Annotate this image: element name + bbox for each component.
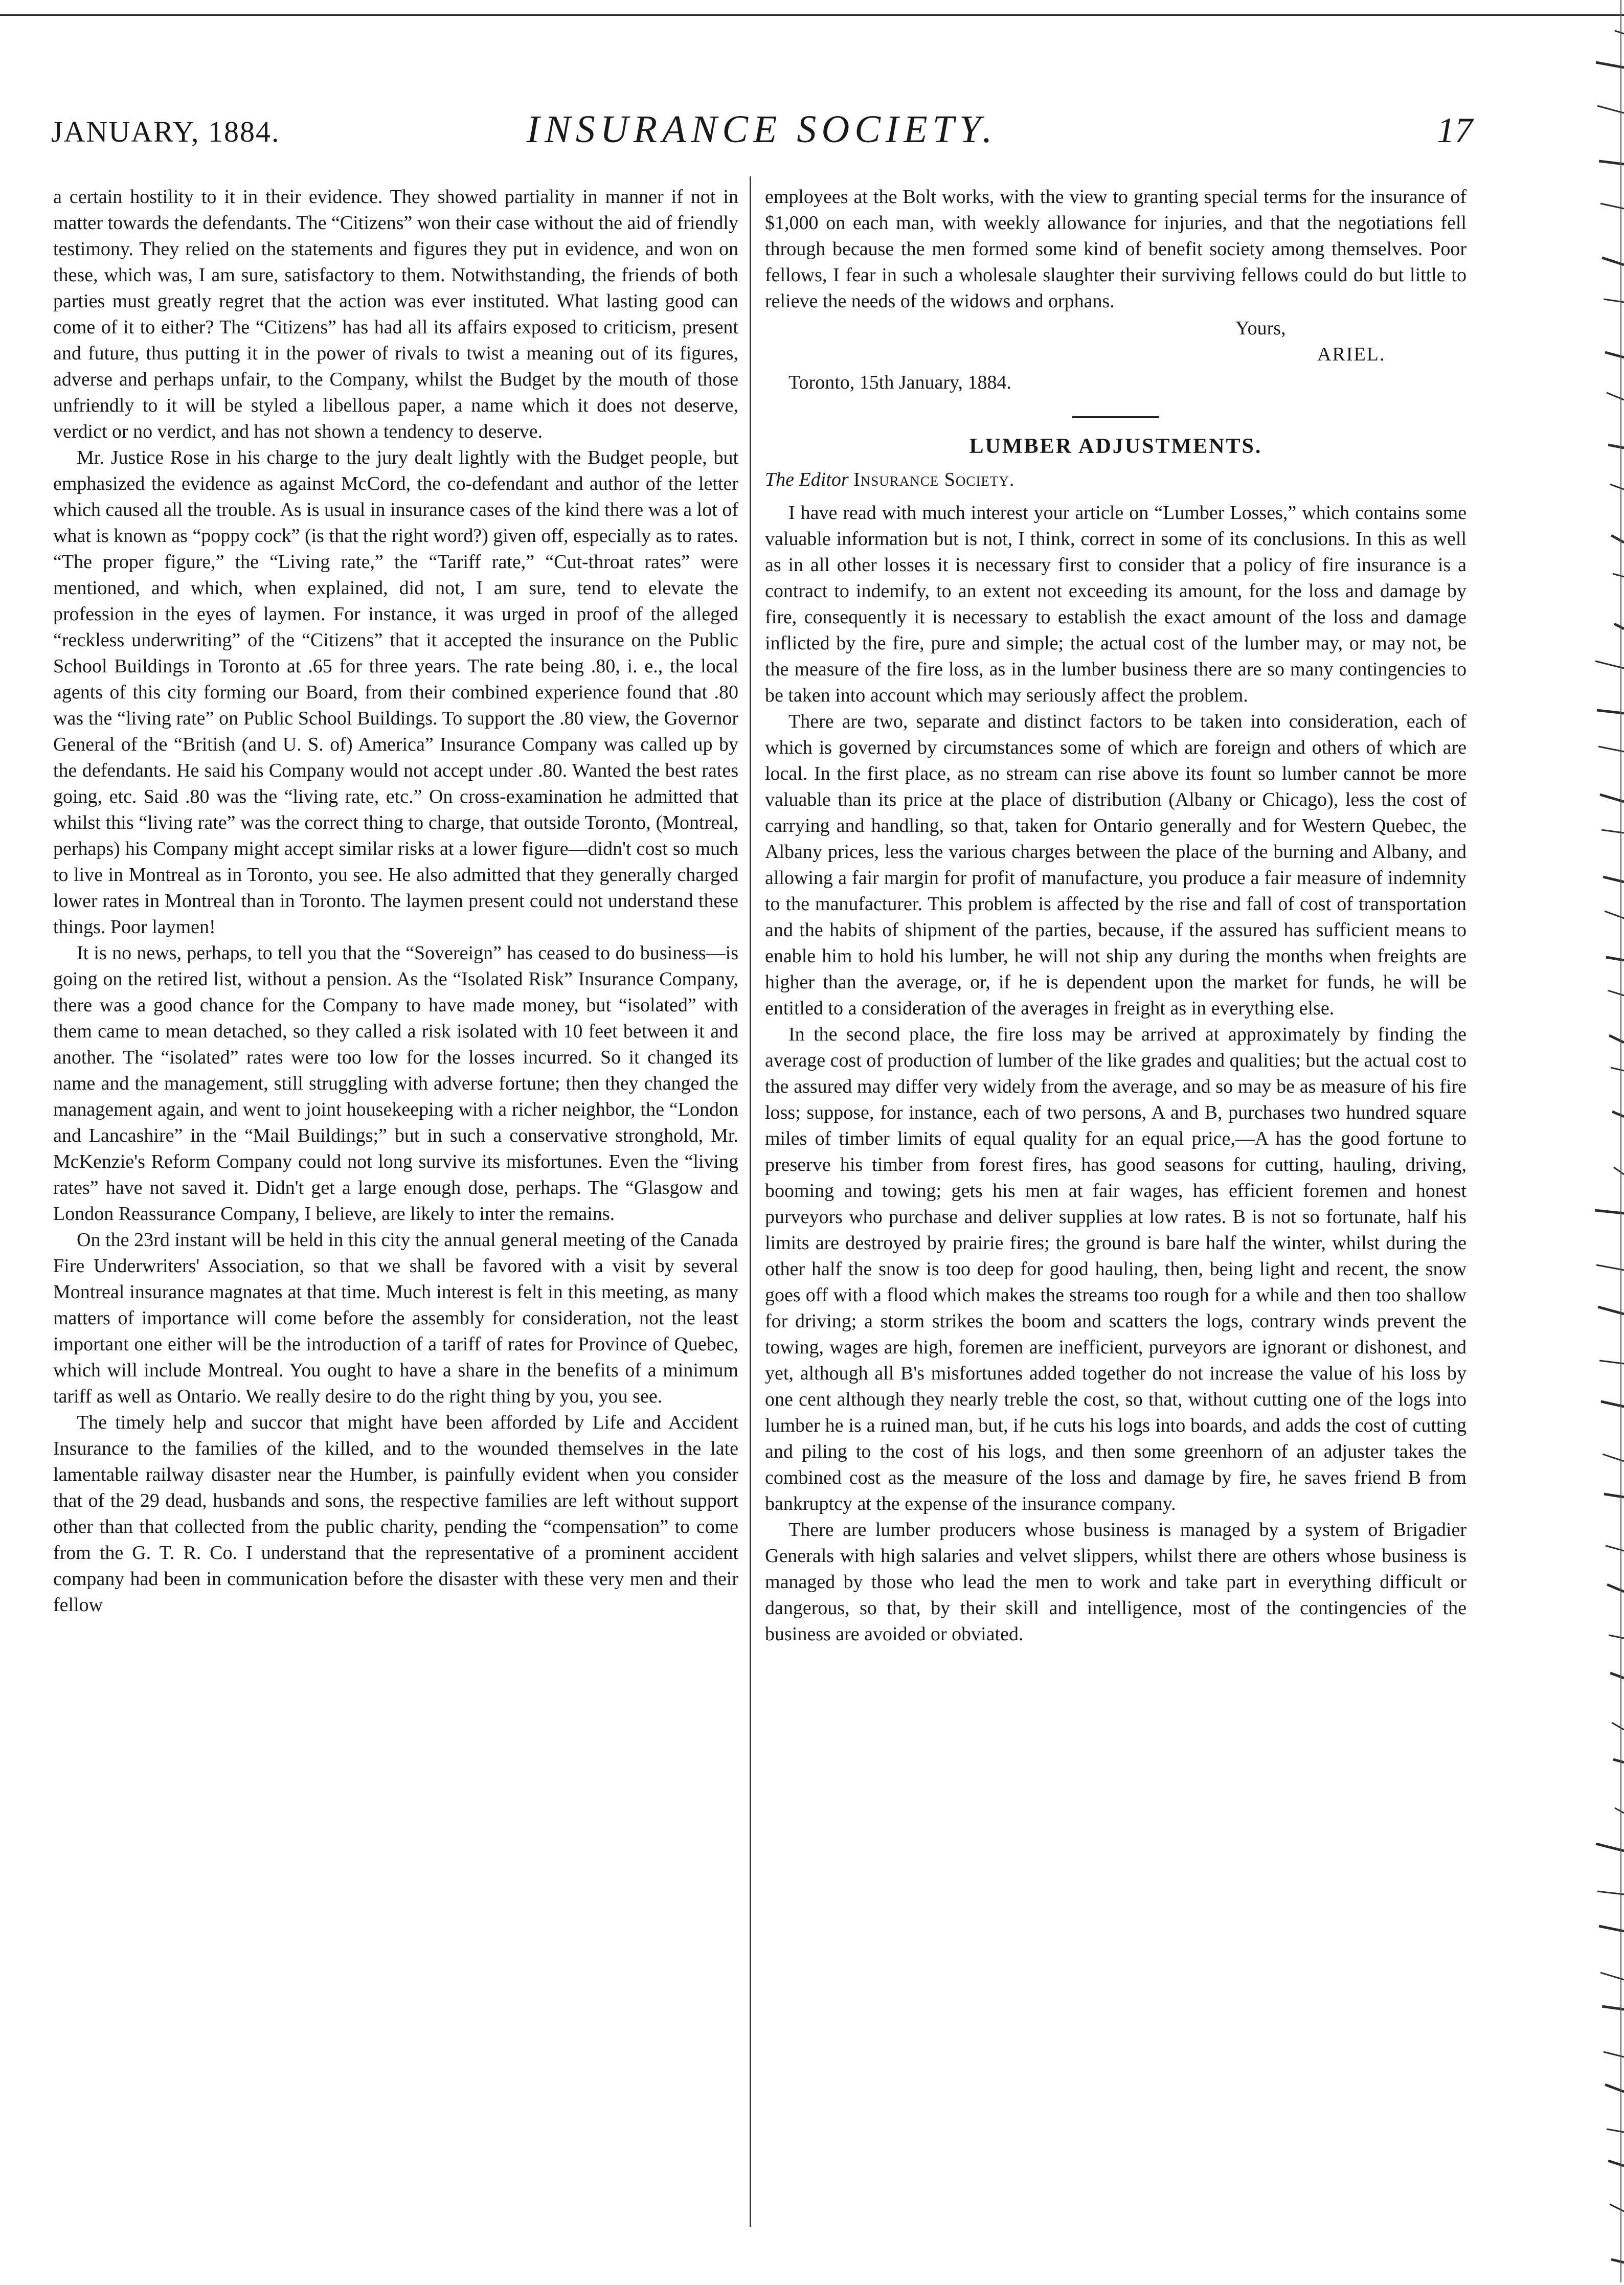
letter-signature: ARIEL. xyxy=(1317,344,1386,365)
edge-stitch-mark xyxy=(1614,624,1624,629)
section-title: LUMBER ADJUSTMENTS. xyxy=(969,435,1262,458)
edge-stitch-mark xyxy=(1611,2259,1624,2263)
edge-stitch-mark xyxy=(1614,1167,1624,1174)
letter-continuation: employees at the Bolt works, with the view to granting special terms for the insurance of $1,000 on each man, with weekly allowance for injuries, and that the negotiations fell through because the men formed some kind of benefit society among themselves. Poor fellows, I fear in such a wholesale slaughter their surviving fellows could do but little to relieve the needs of the widows and orphans. xyxy=(765,186,1467,312)
edge-stitch-mark xyxy=(1595,661,1624,668)
edge-stitch-mark xyxy=(1611,535,1624,542)
letter-addressee xyxy=(765,467,1467,493)
edge-stitch-mark xyxy=(1607,1585,1624,1592)
article-paragraph: The timely help and succor that might have been afforded by Life and Accident Insurance to the families of the killed, and to the wounded themselves in the late lamentable railway disaster near the Humber, is painfully evident when you consider that of the 29 dead, husbands and sons, the respective families are left without support other than that collected from the public charity, pending the “compensation” to come from the G. T. R. Co. I understand that the representative of a prominent accident company had been in communication before the disaster with these very men and their fellow xyxy=(53,1412,738,1616)
edge-stitch-mark xyxy=(1608,445,1624,448)
edge-stitch-mark xyxy=(1611,1068,1624,1071)
edge-stitch-mark xyxy=(1597,1891,1624,1894)
edge-stitch-mark xyxy=(1598,746,1624,752)
edge-stitch-mark xyxy=(1597,710,1624,713)
right-column xyxy=(765,184,1467,2239)
top-page-rule xyxy=(0,14,1624,16)
edge-stitch-mark xyxy=(1610,2204,1624,2211)
edge-stitch-mark xyxy=(1600,795,1624,802)
edge-stitch-mark xyxy=(1610,1673,1624,1678)
article-paragraph: In the second place, the fire loss may be arrived at approximately by finding the average cost of production of lumber of the like grades and qualities; but the actual cost to the assured may differ very widely from the average, and so may be as measure of his fire loss; suppose, for instance, each of two persons, A and B, purchases two hundred square miles of timber limits of equal quality for an equal price,—A has the good fortune to preserve his timber from forest fires, has good seasons for cutting, hauling, driving, booming and towing; gets his men at fair wages, has efficient foremen and honest purveyors who purchase and deliver supplies at low rates. B is not so fortunate, half his limits are destroyed by prairie fires; the ground is bare half the winter, whilst during the other half the snow is too deep for good hauling, then, being light and recent, the snow goes off with a flood which makes the streams too rough for a while and then too shallow for driving; a storm strikes the boom and scatters the logs, contrary winds prevent the towing, wages are high, foremen are inefficient, purveyors are ignorant or dishonest, and yet, although all B's misfortunes added together do not increase the value of his loss by one cent although they nearly treble the cost, so that, without cutting one of the logs into lumber he is a ruined man, but, if he cuts his logs into boards, and adds the cost of cutting and piling to the cost of his logs, and then some greenhorn of an adjuster takes the combined cost as the measure of the loss and damage by fire, he saves friend B from bankruptcy at the expense of the insurance company. xyxy=(765,1024,1467,1514)
edge-stitch-mark xyxy=(1599,1361,1624,1364)
article-paragraph: It is no news, perhaps, to tell you that the “Sovereign” has ceased to do business—is going on the retired list, without a pension. As the “Isolated Risk” Insurance Company, there was a good chance for the Company to have made money, but “isolated” with them came to mean detached, so they called a risk isolated with 10 feet between it and another. The “isolated” rates were too low for the losses incurred. So it changed its name and the management, still struggling with adverse fortune; then they changed the management again, and went to joint housekeeping with a richer neighbor, the “London and Lancashire” in the “Mail Buildings;” but in such a conservative stronghold, Mr. McKenzie's Reform Company could not long survive its misfortunes. Even the “living rates” have not saved it. Didn't get a large enough dose, perhaps. The “Glasgow and London Reassurance Company, I believe, are likely to inter the remains. xyxy=(53,942,738,1225)
issue-date: JANUARY, 1884. xyxy=(51,115,280,148)
binding-edge-svg xyxy=(1568,0,1624,2282)
page-number: 17 xyxy=(1437,111,1473,150)
edge-stitch-mark xyxy=(1615,31,1624,34)
edge-stitch-mark xyxy=(1608,2161,1624,2166)
binding-edge-marks xyxy=(1568,0,1624,2282)
edge-stitch-mark xyxy=(1613,1759,1624,1762)
letter-signoff xyxy=(765,315,1467,396)
column-divider xyxy=(750,176,751,2227)
article-paragraph: On the 23rd instant will be held in this city the annual general meeting of the Canada Fire Underwriters' Association, so that we shall be favored with a visit by several Montreal insurance magnates at that time. Much interest is felt in this meeting, as many matters of importance will come before the assembly for consideration, not the least important one either will be the introduction of a tariff of rates for Province of Quebec, which will include Montreal. You ought to have a share in the benefits of a minimum tariff as well as Ontario. We really desire to do the right thing by you, you see. xyxy=(53,1229,738,1407)
article-paragraph: There are two, separate and distinct factors to be taken into consideration, each of which is governed by circumstances some of which are foreign and others of which are local. In the first place, as no stream can rise above its fount so lumber cannot be more valuable than its price at the place of distribution (Albany or Chicago), less the cost of carrying and handling, so that, taken for Ontario generally and for Western Quebec, the Albany prices, less the various charges between the place of the burning and Albany, and allowing a fair margin for profit of manufacture, you produce a fair measure of indemnity to the manufacturer. This problem is affected by the rise and fall of cost of transportation and the habits of shipment of the parties, because, if the assured has sufficient means to enable him to hold his lumber, he will not ship any during the months when freights are higher than the average, or, if he is dependent upon the market for funds, he will be entitled to a consideration of the averages in freight as in everything else. xyxy=(765,711,1467,1019)
edge-stitch-mark xyxy=(1596,1844,1624,1851)
edge-stitch-mark xyxy=(1599,1926,1624,1931)
edge-stitch-mark xyxy=(1608,990,1624,996)
article-paragraph: Mr. Justice Rose in his charge to the jury dealt lightly with the Budget people, but emphasized the evidence as against McCord, the co-defendant and author of the letter which caused all the trouble. As is usual in insurance cases of the kind there was a lot of what is known as “poppy cock” (is that the right word?) given off, especially as to rates. “The proper figure,” the “Living rate,” the “Tariff rate,” “Cut-throat rates” were mentioned, and which, when explained, did not, I am sure, tend to elevate the profession in the eyes of laymen. For instance, it was urged in proof of the alleged “reckless underwriting” of the “Citizens” that it accepted the insurance on the Public School Buildings in Toronto at .65 for three years. The rate being .80, i. e., the local agents of this city forming our Board, from their combined experience found that .80 was the “living rate” on Public School Buildings. To support the .80 view, the Governor General of the “British (and U. S. of) America” Insurance Company was called up by the defendants. He said his Company would not accept under .80. Wanted the best rates going, etc. Said .80 was the “living rate, etc.” On cross-examination he admitted that whilst this “living rate” was the correct thing to charge, that outside Toronto, (Montreal, perhaps) his Company might accept similar risks at a lower figure—didn't cost so much to live in Montreal as in Toronto, you see. He also admitted that they generally charged lower rates in Montreal than in Toronto. The laymen present could not understand these things. Poor laymen! xyxy=(53,447,738,938)
edge-stitch-mark xyxy=(1595,1210,1624,1213)
edge-stitch-mark xyxy=(1599,161,1624,164)
edge-stitch-mark xyxy=(1598,1307,1624,1314)
edge-stitch-mark xyxy=(1609,1035,1624,1043)
letter-closing: Yours, xyxy=(1235,318,1286,339)
article-paragraph: a certain hostility to it in their evidence. They showed partiality in manner if not in matter towards the defendants. The “Citizens” won their case without the aid of friendly testimony. They relied on the statements and figures they put in evidence, and won on these, which was, I am sure, satisfactory to them. Notwithstanding, the friends of both parties must greatly regret that the action was ever instituted. What lasting good can come of it to either? The “Citizens” has had all its affairs exposed to criticism, present and future, thus putting it in the power of rivals to twist a meaning out of its figures, adverse and perhaps unfair, to the Company, whilst the Budget by the mouth of those unfriendly to it will be styled a libellous paper, a name which it does not deserve, verdict or no verdict, and has not shown a tendency to deserve. xyxy=(53,186,738,442)
left-column xyxy=(53,184,738,2239)
article-paragraph: There are lumber producers whose business is managed by a system of Brigadier Generals with high salaries and velvet slippers, whilst there are others whose business is managed by those who lead the men to work and take part in everything difficult or dangerous, so that, by their skill and intelligence, most of the contingencies of the business are avoided or obviated. xyxy=(765,1519,1467,1645)
edge-stitch-mark xyxy=(1615,1808,1624,1813)
letter-dateline: Toronto, 15th January, 1884. xyxy=(788,372,1012,393)
edge-stitch-mark xyxy=(1597,106,1624,113)
publication-title: INSURANCE SOCIETY. xyxy=(526,108,998,151)
edge-stitch-mark xyxy=(1596,1265,1624,1270)
edge-stitch-mark xyxy=(1613,574,1624,577)
edge-stitch-mark xyxy=(1610,484,1624,489)
edge-stitch-mark xyxy=(1612,1723,1624,1730)
edge-stitch-mark xyxy=(1609,1635,1624,1638)
running-header xyxy=(51,107,1473,164)
article-paragraph: I have read with much interest your article on “Lumber Losses,” which contains some valuable information but is not, I think, correct in some of its conclusions. In this as well as in all other losses it is necessary first to consider that a policy of fire insurance is a contract to indemify, to an extent not exceeding its amount, for the loss and damage by fire, consequently it is necessary to establish the exact amount of the loss and damage inflicted by the fire, pure and simple; the actual cost of the lumber may, or may not, be the measure of the fire loss, as in the lumber business there are so many contingencies to be taken into account which may seriously affect the problem. xyxy=(765,502,1467,706)
section-separator-rule xyxy=(1072,416,1159,418)
addressee-label: The Editor xyxy=(765,469,849,490)
addressee-name: Insurance Society. xyxy=(853,469,1015,490)
edge-stitch-mark xyxy=(1596,62,1624,67)
edge-stitch-mark xyxy=(1612,1112,1624,1117)
